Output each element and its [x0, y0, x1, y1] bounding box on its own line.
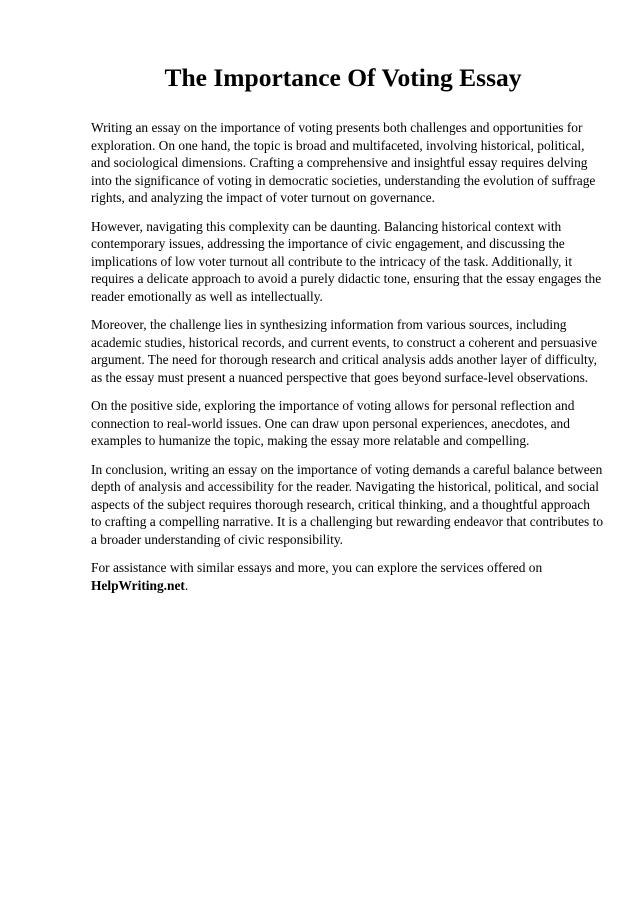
- body-paragraph-5: In conclusion, writing an essay on the importance of voting demands a careful balance between depth of analysis and accessibility for the reader. Navigating the historical, political, and social aspects of the subject requires thorough research, critical thinking, and a thoughtful approach to crafting a compelling narrative. It is a challenging but rewarding endeavor that contributes to a broader understanding of civic responsibility.: [91, 461, 604, 547]
- document-body: [91, 119, 603, 605]
- body-paragraph-1: Writing an essay on the importance of voting presents both challenges and opportunities for exploration. On one hand, the topic is broad and multifaceted, involving historical, political, and sociological dimensions. Crafting a comprehensive and insightful essay requires delving into the significance of voting in democratic societies, understanding the evolution of suffrage rights, and analyzing the impact of voter turnout on governance.: [91, 120, 596, 205]
- body-paragraph-3: Moreover, the challenge lies in synthesizing information from various sources, including academic studies, historical records, and current events, to construct a coherent and persuasive argument. The need for thorough research and critical analysis adds another layer of difficulty, as the essay must present a nuanced perspective that goes beyond surface-level observations.: [91, 317, 598, 385]
- document-title: The Importance Of Voting Essay: [164, 63, 522, 92]
- helpwriting-link[interactable]: HelpWriting.net: [91, 577, 185, 593]
- body-paragraph-4: On the positive side, exploring the importance of voting allows for personal reflection and connection to real-world issues. One can draw upon personal experiences, anecdotes, and examples to humanize the topic, making the essay more relatable and compelling.: [91, 398, 575, 448]
- body-paragraph-2: However, navigating this complexity can be daunting. Balancing historical context with contemporary issues, addressing the importance of civic engagement, and discussing the implications of low voter turnout all contribute to the intricacy of the task. Additionally, it requires a delicate approach to avoid a purely didactic tone, ensuring that the essay engages the reader emotionally as well as intellectually.: [91, 218, 602, 304]
- closing-text: For assistance with similar essays and more, you can explore the services offered on: [91, 560, 543, 575]
- closing-period: .: [184, 577, 189, 593]
- closing-paragraph: [91, 559, 603, 594]
